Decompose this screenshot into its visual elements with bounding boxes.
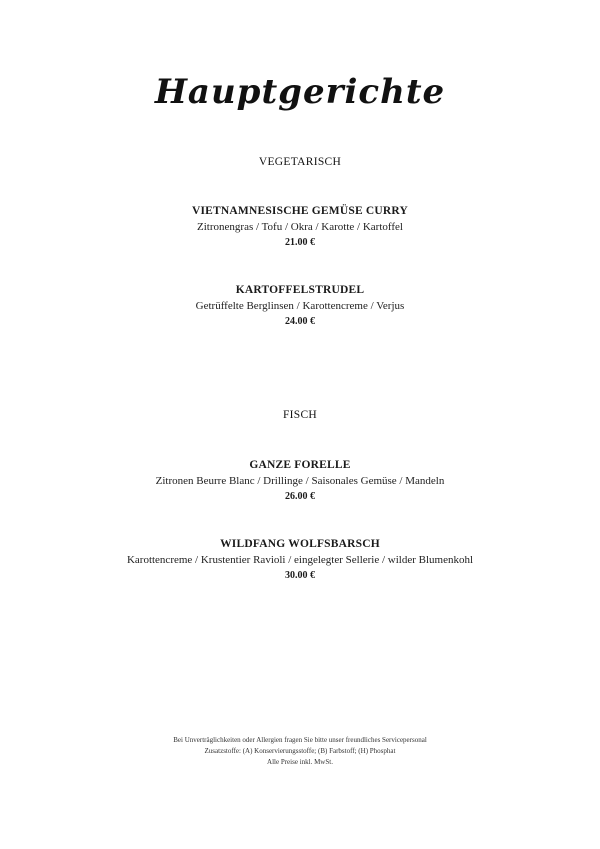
dish-name: WILDFANG WOLFSBARSCH	[220, 538, 380, 550]
footer-notes	[0, 735, 600, 768]
dish-name: KARTOFFELSTRUDEL	[235, 284, 365, 296]
allergy-note: Bei Unverträglichkeiten oder Allergien fragen Sie bitte unser freundliches Servicepersonal	[173, 736, 427, 744]
dish-description: Karottencreme / Krustentier Ravioli / eingelegter Sellerie / wilder Blumenkohl	[126, 554, 474, 566]
section-heading-fisch: FISCH	[282, 409, 318, 421]
dish-price: 24.00 €	[285, 316, 315, 327]
dish-description: Getrüffelte Berglinsen / Karottencreme / Verjus	[195, 300, 405, 312]
dish-item	[0, 203, 600, 251]
dish-description: Zitronengras / Tofu / Okra / Karotte / Kartoffel	[197, 221, 403, 233]
dish-price: 21.00 €	[285, 237, 315, 248]
dish-price: 30.00 €	[285, 570, 315, 581]
additives-note: Zusatzstoffe: (A) Konservierungsstoffe; (B) Farbstoff; (H) Phosphat	[204, 747, 396, 755]
dish-price: 26.00 €	[285, 491, 315, 502]
section-heading-vegetarisch: VEGETARISCH	[258, 156, 342, 168]
dish-item	[0, 457, 600, 505]
vat-note: Alle Preise inkl. MwSt.	[267, 758, 333, 766]
page-title: Hauptgerichte	[154, 72, 446, 112]
dish-name: GANZE FORELLE	[249, 459, 351, 471]
dish-item	[0, 282, 600, 330]
dish-item	[0, 536, 600, 584]
dish-name: VIETNAMNESISCHE GEMÜSE CURRY	[191, 205, 409, 217]
dish-description: Zitronen Beurre Blanc / Drillinge / Saisonales Gemüse / Mandeln	[155, 475, 445, 487]
